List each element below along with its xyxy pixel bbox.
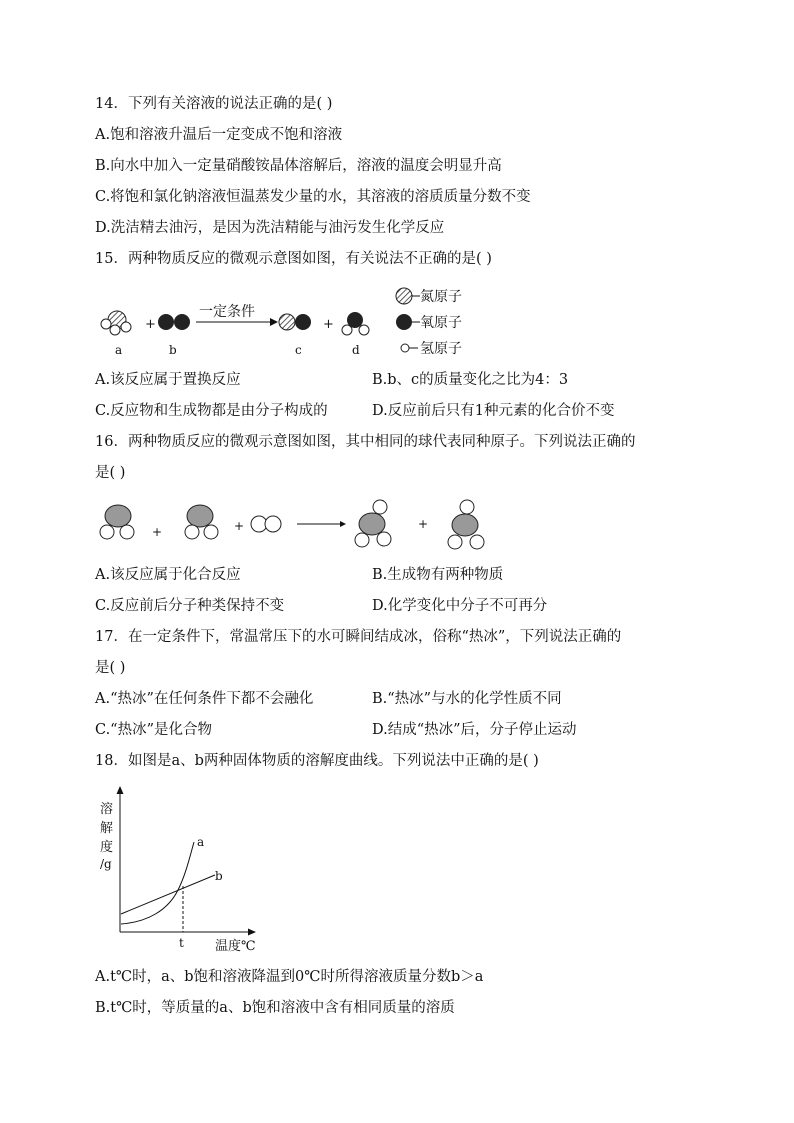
svg-text:+: +	[323, 317, 334, 332]
molecule-c	[279, 314, 311, 330]
q16-stem-line1: 16．两种物质反应的微观示意图如图，其中相同的球代表同种原子。下列说法正确的	[95, 434, 636, 450]
q17-option-b: B.“热冰”与水的化学性质不同	[372, 691, 562, 707]
q16-option-d: D.化学变化中分子不可再分	[372, 598, 548, 614]
q17-option-a: A.“热冰”在任何条件下都不会融化	[95, 691, 314, 707]
q18-option-a: A.t℃时，a、b饱和溶液降温到0℃时所得溶液质量分数b＞a	[95, 969, 484, 985]
q16-molecule-1	[100, 505, 134, 539]
molecule-b	[158, 314, 190, 330]
series-b-curve	[121, 875, 215, 914]
y-axis-label-3: 度	[100, 840, 114, 855]
q14-option-c: C.将饱和氯化钠溶液恒温蒸发少量的水，其溶液的溶质质量分数不变	[95, 189, 531, 205]
q15-option-c: C.反应物和生成物都是由分子构成的	[95, 403, 328, 419]
q17-stem-line1: 17．在一定条件下，常温常压下的水可瞬间结成冰，俗称“热冰”，下列说法正确的	[95, 629, 622, 645]
q16-option-b: B.生成物有两种物质	[372, 567, 504, 583]
y-axis-label-1: 溶	[100, 802, 114, 817]
x-tick-t: t	[179, 936, 184, 950]
label-c: c	[295, 343, 302, 357]
q16-option-a: A.该反应属于化合反应	[95, 567, 241, 583]
q16-product-1	[355, 500, 391, 547]
q16-option-c: C.反应前后分子种类保持不变	[95, 598, 285, 614]
series-b-label: b	[215, 869, 223, 883]
q14-stem: 14．下列有关溶液的说法正确的是( )	[95, 96, 333, 112]
q16-molecule-2	[185, 505, 218, 539]
q16-stem-line2: 是( )	[95, 465, 126, 481]
label-a: a	[115, 343, 123, 357]
q14-option-a: A.饱和溶液升温后一定变成不饱和溶液	[95, 127, 343, 143]
q15-option-a: A.该反应属于置换反应	[95, 372, 241, 388]
label-d: d	[352, 343, 360, 357]
q14-option-b: B.向水中加入一定量硝酸铵晶体溶解后，溶液的温度会明显升高	[95, 158, 502, 174]
series-a-label: a	[197, 835, 205, 849]
molecule-a	[101, 311, 131, 335]
q17-option-c: C.“热冰”是化合物	[95, 722, 213, 738]
q18-stem: 18．如图是a、b两种固体物质的溶解度曲线。下列说法中正确的是( )	[95, 753, 539, 769]
legend	[396, 288, 462, 357]
molecule-d	[342, 312, 369, 335]
q16-molecule-3	[251, 516, 281, 532]
y-axis-label-2: 解	[100, 821, 114, 836]
q17-option-d: D.结成“热冰”后，分子停止运动	[372, 722, 577, 738]
q16-reaction-diagram	[0, 494, 794, 554]
legend-nitrogen: 氮原子	[420, 289, 462, 305]
q15-option-b: B.b、c的质量变化之比为4：3	[372, 372, 569, 388]
svg-text:+: +	[418, 517, 429, 531]
y-axis-label-4: /g	[100, 857, 112, 871]
svg-text:+: +	[234, 519, 245, 533]
q18-solubility-chart	[0, 784, 794, 959]
x-axis-label: 温度℃	[215, 939, 256, 954]
q14-option-d: D.洗洁精去油污，是因为洗洁精能与油污发生化学反应	[95, 220, 445, 236]
legend-hydrogen: 氢原子	[420, 341, 462, 357]
svg-text:+: +	[145, 317, 156, 332]
svg-text:+: +	[152, 525, 163, 539]
q15-option-d: D.反应前后只有1种元素的化合价不变	[372, 403, 615, 419]
label-b: b	[169, 343, 177, 357]
q16-product-2	[448, 500, 484, 549]
q15-reaction-diagram	[0, 282, 794, 362]
q18-option-b: B.t℃时，等质量的a、b饱和溶液中含有相同质量的溶质	[95, 1000, 455, 1016]
arrow-label: 一定条件	[199, 304, 255, 320]
q17-stem-line2: 是( )	[95, 660, 126, 676]
legend-oxygen: 氧原子	[420, 315, 462, 331]
q15-stem: 15．两种物质反应的微观示意图如图，有关说法不正确的是( )	[95, 251, 492, 267]
